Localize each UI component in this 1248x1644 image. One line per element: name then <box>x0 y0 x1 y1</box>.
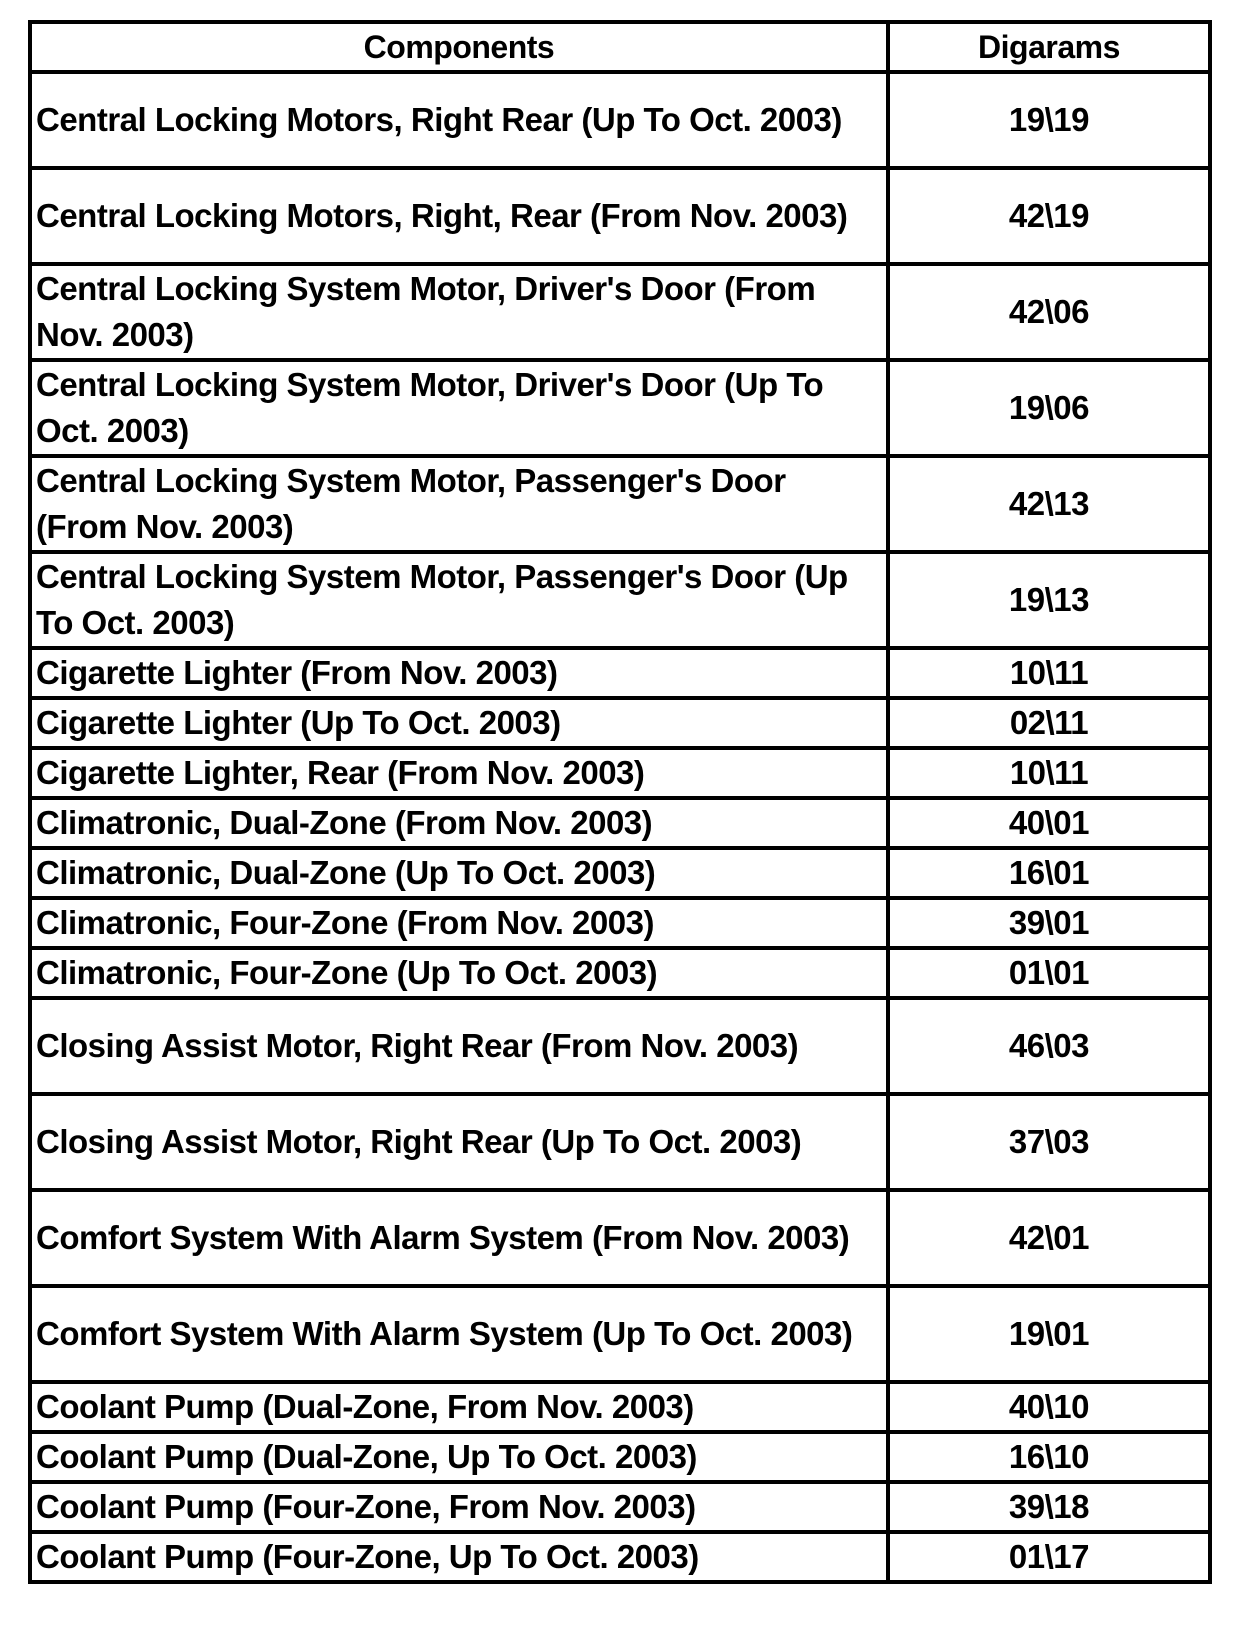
diagram-cell: 42\01 <box>888 1190 1210 1286</box>
table-row <box>30 1532 1210 1582</box>
table-row <box>30 748 1210 798</box>
diagram-cell: 01\17 <box>888 1532 1210 1582</box>
diagram-cell: 40\10 <box>888 1382 1210 1432</box>
table-row <box>30 264 1210 360</box>
component-cell: Coolant Pump (Dual-Zone, From Nov. 2003) <box>30 1382 888 1432</box>
table-row <box>30 1190 1210 1286</box>
table-row <box>30 1432 1210 1482</box>
table-body <box>30 72 1210 1582</box>
component-cell: Central Locking System Motor, Driver's Door (Up To Oct. 2003) <box>30 360 888 456</box>
component-cell: Closing Assist Motor, Right Rear (Up To Oct. 2003) <box>30 1094 888 1190</box>
diagram-cell: 19\01 <box>888 1286 1210 1382</box>
table-row <box>30 848 1210 898</box>
diagram-cell: 10\11 <box>888 648 1210 698</box>
diagram-cell: 19\19 <box>888 72 1210 168</box>
table-row <box>30 798 1210 848</box>
diagram-cell: 19\13 <box>888 552 1210 648</box>
component-cell: Cigarette Lighter (From Nov. 2003) <box>30 648 888 698</box>
component-cell: Climatronic, Four-Zone (Up To Oct. 2003) <box>30 948 888 998</box>
table-row <box>30 1482 1210 1532</box>
diagram-cell: 01\01 <box>888 948 1210 998</box>
component-cell: Comfort System With Alarm System (From Nov. 2003) <box>30 1190 888 1286</box>
diagram-cell: 10\11 <box>888 748 1210 798</box>
table-row <box>30 948 1210 998</box>
table-row <box>30 998 1210 1094</box>
component-cell: Central Locking Motors, Right Rear (Up To Oct. 2003) <box>30 72 888 168</box>
diagram-cell: 39\01 <box>888 898 1210 948</box>
header-components: Components <box>30 22 888 72</box>
component-cell: Central Locking System Motor, Passenger's Door (From Nov. 2003) <box>30 456 888 552</box>
diagram-cell: 19\06 <box>888 360 1210 456</box>
component-cell: Closing Assist Motor, Right Rear (From Nov. 2003) <box>30 998 888 1094</box>
component-cell: Comfort System With Alarm System (Up To Oct. 2003) <box>30 1286 888 1382</box>
header-diagrams: Digarams <box>888 22 1210 72</box>
component-cell: Central Locking System Motor, Driver's Door (From Nov. 2003) <box>30 264 888 360</box>
component-cell: Central Locking Motors, Right, Rear (From Nov. 2003) <box>30 168 888 264</box>
diagram-cell: 16\10 <box>888 1432 1210 1482</box>
table-row <box>30 552 1210 648</box>
table-row <box>30 72 1210 168</box>
diagram-cell: 42\19 <box>888 168 1210 264</box>
table-row <box>30 648 1210 698</box>
component-cell: Climatronic, Dual-Zone (Up To Oct. 2003) <box>30 848 888 898</box>
diagram-cell: 46\03 <box>888 998 1210 1094</box>
diagram-cell: 39\18 <box>888 1482 1210 1532</box>
table-row <box>30 898 1210 948</box>
diagram-cell: 02\11 <box>888 698 1210 748</box>
diagram-cell: 42\13 <box>888 456 1210 552</box>
component-cell: Climatronic, Dual-Zone (From Nov. 2003) <box>30 798 888 848</box>
component-cell: Cigarette Lighter, Rear (From Nov. 2003) <box>30 748 888 798</box>
table-row <box>30 456 1210 552</box>
diagram-cell: 42\06 <box>888 264 1210 360</box>
table-row <box>30 1382 1210 1432</box>
component-cell: Cigarette Lighter (Up To Oct. 2003) <box>30 698 888 748</box>
component-cell: Central Locking System Motor, Passenger's Door (Up To Oct. 2003) <box>30 552 888 648</box>
components-diagrams-table <box>28 20 1212 1584</box>
diagram-cell: 40\01 <box>888 798 1210 848</box>
component-cell: Climatronic, Four-Zone (From Nov. 2003) <box>30 898 888 948</box>
header-row <box>30 22 1210 72</box>
component-cell: Coolant Pump (Four-Zone, Up To Oct. 2003) <box>30 1532 888 1582</box>
table-row <box>30 168 1210 264</box>
component-cell: Coolant Pump (Dual-Zone, Up To Oct. 2003) <box>30 1432 888 1482</box>
table-row <box>30 360 1210 456</box>
table-row <box>30 1286 1210 1382</box>
table-row <box>30 698 1210 748</box>
table-row <box>30 1094 1210 1190</box>
diagram-cell: 37\03 <box>888 1094 1210 1190</box>
component-cell: Coolant Pump (Four-Zone, From Nov. 2003) <box>30 1482 888 1532</box>
diagram-cell: 16\01 <box>888 848 1210 898</box>
